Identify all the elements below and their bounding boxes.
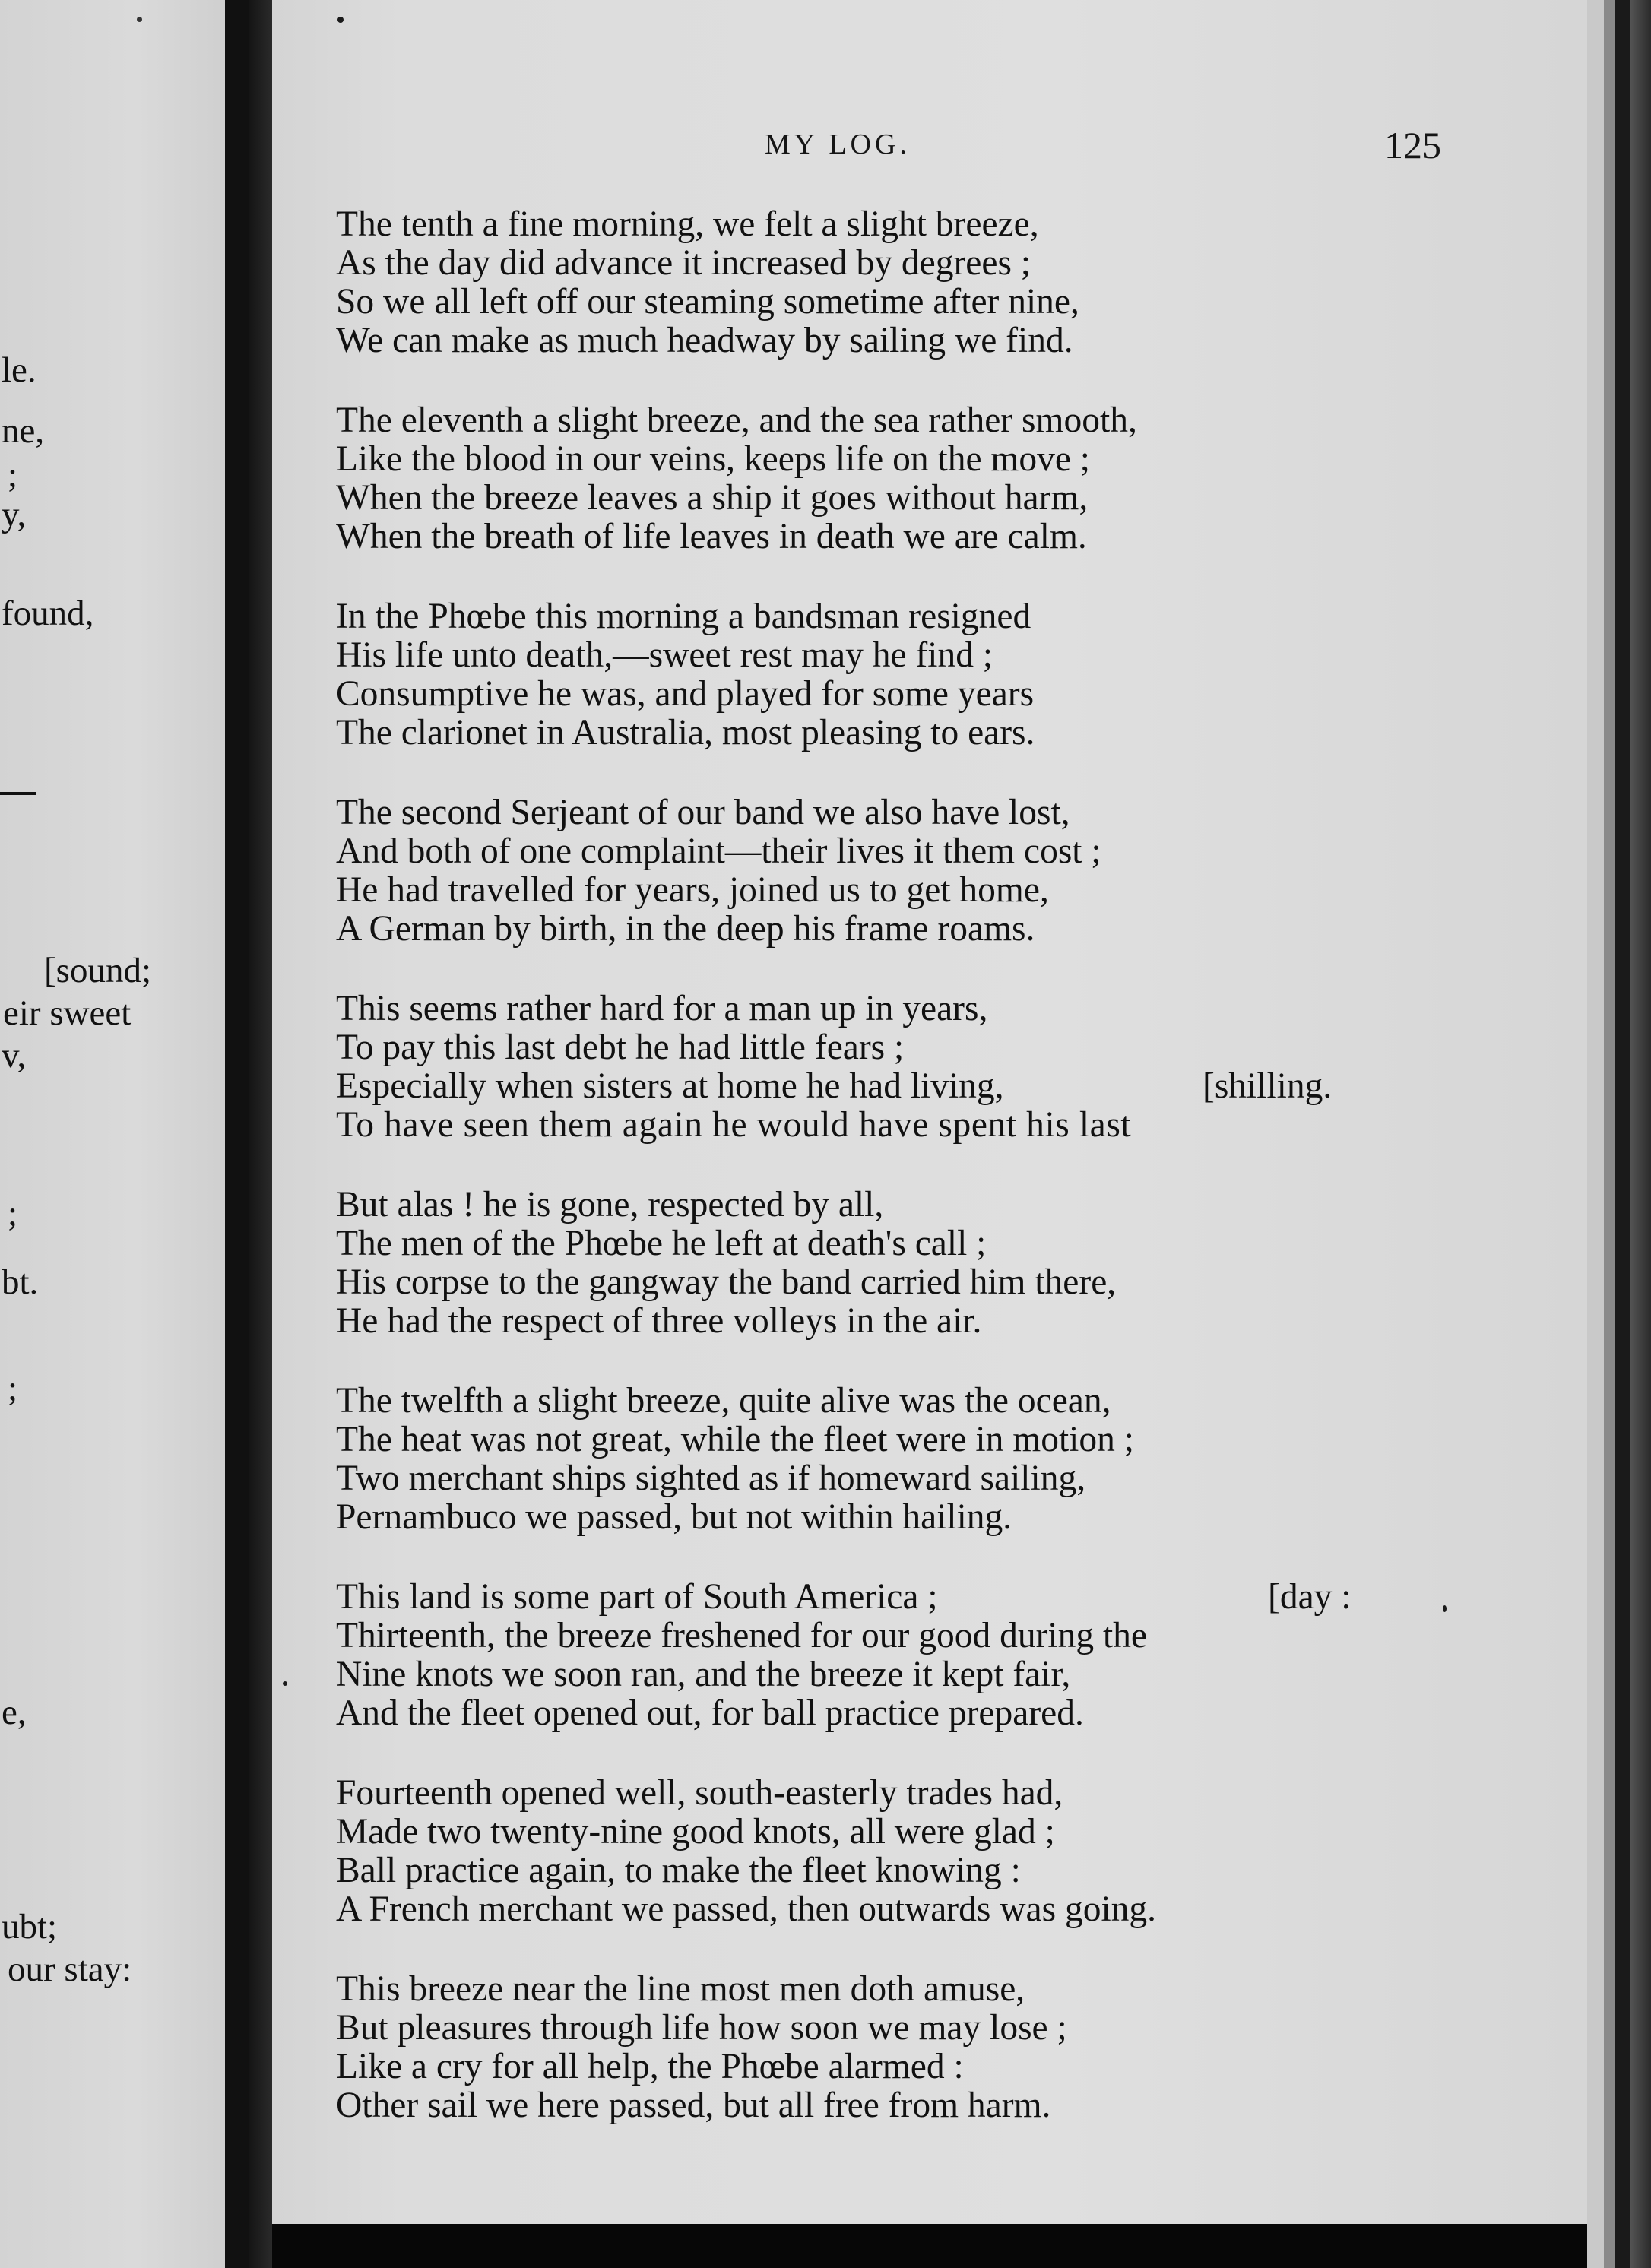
verse-line: To pay this last debt he had little fears ; — [336, 1028, 905, 1067]
page-edge — [1587, 0, 1604, 2268]
page-edge — [1615, 0, 1630, 2268]
ink-speck — [283, 1681, 287, 1686]
verse-line: His life unto death,—sweet rest may he find ; — [336, 635, 993, 675]
verse-line: As the day did advance it increased by degrees ; — [336, 243, 1031, 283]
verse-line: The second Serjeant of our band we also have lost, — [336, 793, 1070, 832]
stanza — [336, 401, 1400, 556]
stanza — [336, 793, 1400, 949]
verse-line: He had travelled for years, joined us to get home, — [336, 870, 1049, 910]
left-fragment: v, — [2, 1036, 27, 1075]
verse-line: This breeze near the line most men doth amuse, — [336, 1969, 1025, 2009]
verse-line: When the breeze leaves a ship it goes without harm, — [336, 478, 1089, 518]
verse-line: Two merchant ships sighted as if homeward sailing, — [336, 1459, 1086, 1498]
gutter-bar — [249, 0, 272, 2268]
verse-line: We can make as much headway by sailing we find. — [336, 321, 1073, 360]
verse-line: Consumptive he was, and played for some years — [336, 674, 1035, 714]
page-edge — [1604, 0, 1615, 2268]
left-fragment: [sound; — [44, 951, 151, 990]
left-fragment: e, — [2, 1693, 27, 1732]
left-fragment: ; — [8, 1194, 18, 1234]
verse-line: So we all left off our steaming sometime after nine, — [336, 282, 1079, 322]
stanza — [336, 990, 1400, 1145]
left-fragment: ne, — [2, 411, 45, 451]
stanza — [336, 205, 1400, 360]
verse-line: The tenth a fine morning, we felt a slight breeze, — [336, 204, 1039, 244]
verse-line: In the Phœbe this morning a bandsman resigned — [336, 597, 1031, 636]
verse-line — [336, 1067, 1400, 1106]
stanza — [336, 597, 1400, 752]
left-fragment: eir sweet — [3, 993, 132, 1033]
verse-line: Like a cry for all help, the Phœbe alarmed : — [336, 2047, 964, 2086]
verse-line: The heat was not great, while the fleet were in motion ; — [336, 1420, 1134, 1459]
verse-line: Pernambuco we passed, but not within hailing. — [336, 1497, 1012, 1537]
verse-line: The twelfth a slight breeze, quite alive was the ocean, — [336, 1381, 1111, 1421]
verse-line: Nine knots we soon ran, and the breeze it kept fair, — [336, 1655, 1071, 1694]
left-fragment: y, — [2, 495, 27, 534]
turnover-text: [shilling. — [1203, 1066, 1333, 1106]
page-edge — [1630, 0, 1651, 2268]
verse-line: And both of one complaint—their lives it them cost ; — [336, 831, 1101, 871]
left-fragment: found, — [2, 594, 94, 633]
left-fragment: ubt; — [2, 1907, 58, 1946]
left-fragment: ; — [8, 455, 18, 495]
running-head — [491, 124, 1441, 181]
ink-speck — [1443, 1605, 1447, 1612]
verse-line: And the fleet opened out, for ball practice prepared. — [336, 1693, 1084, 1733]
left-page — [0, 0, 227, 2268]
verse-line: But alas ! he is gone, respected by all, — [336, 1185, 884, 1224]
stanza — [336, 1382, 1400, 1537]
ink-speck — [337, 17, 344, 23]
left-rule — [0, 792, 36, 795]
verse-text: This land is some part of South America ; — [336, 1577, 938, 1617]
poem-body — [336, 205, 1400, 2166]
verse-line — [336, 1578, 1400, 1617]
left-fragment: bt. — [2, 1262, 39, 1302]
left-fragment: ; — [8, 1369, 18, 1408]
turnover-text: [day : — [1268, 1577, 1352, 1617]
verse-line: This seems rather hard for a man up in years, — [336, 989, 988, 1028]
verse-text: Especially when sisters at home he had living, — [336, 1066, 1004, 1106]
left-fragment: our stay: — [8, 1950, 132, 1989]
verse-line: When the breath of life leaves in death we are calm. — [336, 517, 1087, 556]
verse-line: Other sail we here passed, but all free from harm. — [336, 2086, 1051, 2125]
stanza — [336, 1774, 1400, 1929]
stanza — [336, 1970, 1400, 2125]
verse-line: The eleventh a slight breeze, and the sea rather smooth, — [336, 401, 1137, 440]
verse-line: Like the blood in our veins, keeps life on the move ; — [336, 439, 1091, 479]
page-bottom-shadow — [272, 2224, 1587, 2268]
stanza — [336, 1578, 1400, 1733]
verse-line: Made two twenty-nine good knots, all were glad ; — [336, 1812, 1055, 1851]
verse-line: A French merchant we passed, then outwards was going. — [336, 1889, 1157, 1929]
verse-line: Ball practice again, to make the fleet knowing : — [336, 1851, 1021, 1890]
verse-line: To have seen them again he would have spent his last — [336, 1105, 1132, 1145]
verse-line: But pleasures through life how soon we may lose ; — [336, 2008, 1067, 2048]
gutter-shadow — [225, 0, 249, 2268]
running-title: MY LOG. — [765, 128, 911, 160]
verse-line: The clarionet in Australia, most pleasing to ears. — [336, 713, 1035, 752]
ink-speck — [137, 17, 142, 22]
verse-line: His corpse to the gangway the band carried him there, — [336, 1262, 1117, 1302]
verse-line: Thirteenth, the breeze freshened for our good during the — [336, 1616, 1148, 1655]
left-fragment: le. — [2, 350, 36, 390]
verse-line: Fourteenth opened well, south-easterly trades had, — [336, 1773, 1063, 1813]
verse-line: A German by birth, in the deep his frame roams. — [336, 909, 1035, 949]
verse-line: The men of the Phœbe he left at death's call ; — [336, 1224, 987, 1263]
verse-line: He had the respect of three volleys in the air. — [336, 1301, 982, 1341]
stanza — [336, 1186, 1400, 1341]
page-number: 125 — [1384, 124, 1441, 166]
